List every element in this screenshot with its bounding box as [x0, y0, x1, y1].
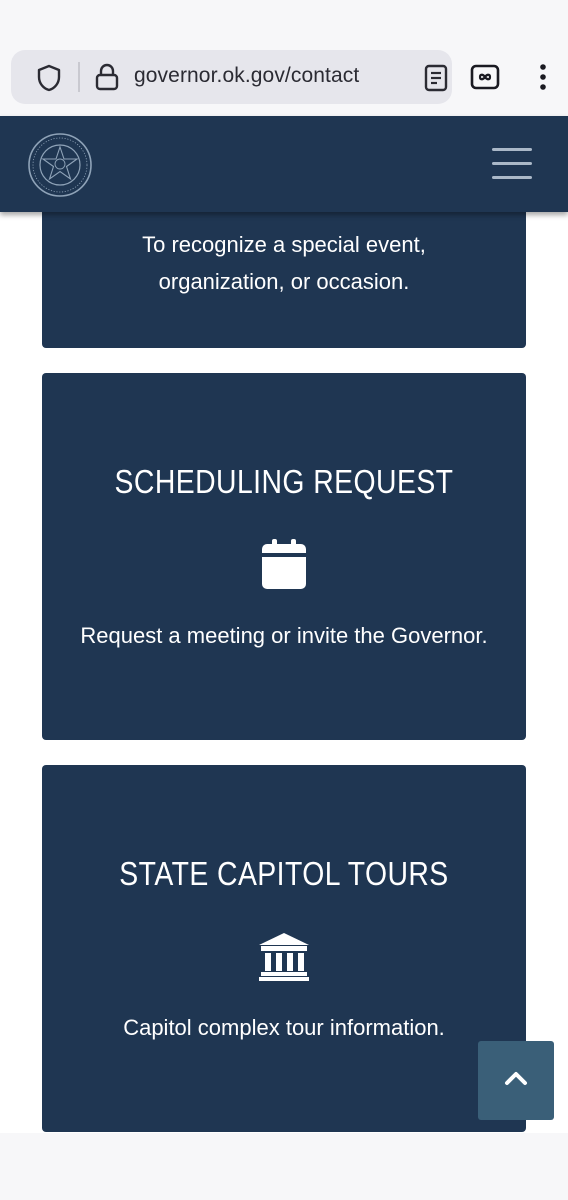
site-header [0, 116, 568, 212]
main-content [0, 212, 568, 1133]
card-description-line: organization, or occasion. [158, 269, 410, 294]
address-bar[interactable] [11, 50, 452, 104]
card-title: SCHEDULING REQUEST [114, 463, 454, 500]
state-seal-logo[interactable] [27, 132, 93, 203]
overflow-menu-icon[interactable] [535, 64, 551, 97]
shield-icon[interactable] [35, 64, 63, 97]
scheduling-request-card[interactable] [42, 373, 526, 740]
capitol-building-icon [259, 933, 309, 986]
card-description: Request a meeting or invite the Governor. [80, 623, 488, 648]
card-title: STATE CAPITOL TOURS [119, 855, 449, 892]
proclamation-card[interactable] [42, 212, 526, 348]
card-icon-wrap [42, 539, 526, 596]
card-description: Capitol complex tour information. [123, 1015, 445, 1040]
bottom-strip [0, 1133, 568, 1200]
back-to-top-button[interactable] [478, 1041, 554, 1120]
tabs-icon[interactable] [470, 64, 500, 95]
card-icon-wrap [42, 933, 526, 986]
card-description [52, 226, 516, 300]
address-bar-divider [78, 62, 80, 92]
hamburger-menu-button[interactable] [492, 148, 532, 180]
chevron-up-icon [504, 1070, 528, 1091]
reader-mode-icon[interactable] [424, 64, 448, 97]
calendar-icon [262, 539, 306, 596]
card-description-line: To recognize a special event, [142, 232, 426, 257]
state-capitol-tours-card[interactable] [42, 765, 526, 1132]
lock-icon[interactable] [94, 63, 120, 96]
browser-toolbar [0, 0, 568, 116]
url-text[interactable]: governor.ok.gov/contact [134, 64, 360, 87]
